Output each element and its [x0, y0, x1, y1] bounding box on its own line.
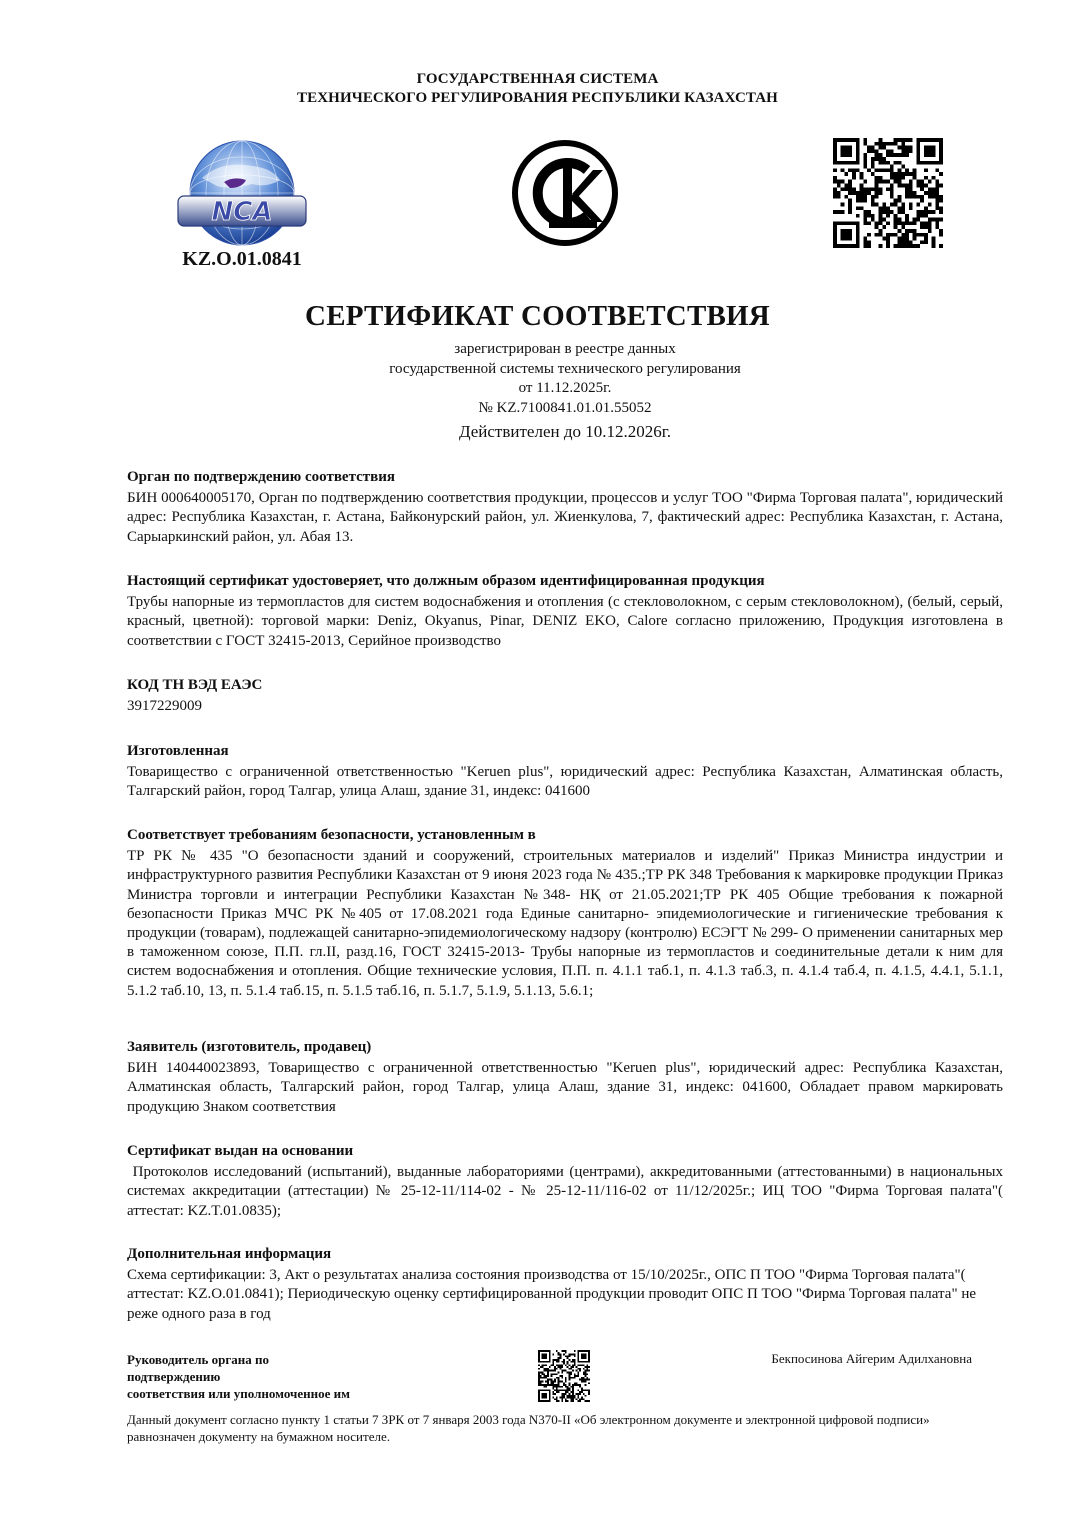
validity-date: Действителен до 10.12.2026г. [458, 422, 672, 441]
signature-label-line-1: Руководитель органа по [127, 1352, 269, 1367]
registration-line-2: государственной системы технического регулирования [389, 360, 741, 377]
section-heading: Соответствует требованиям безопасности, установленным в [127, 827, 536, 843]
gov-line-2: ТЕХНИЧЕСКОГО РЕГУЛИРОВАНИЯ РЕСПУБЛИКИ КАЗАХСТАН [297, 90, 778, 106]
registration-info [0, 340, 1075, 418]
section-heading: Орган по подтверждению соответствия [127, 469, 396, 485]
section-manufacturer [127, 742, 1003, 802]
section-text: Товарищество с ограниченной ответственностью "Keruen plus", юридический адрес: Республика Казахстан, Алматинская область, Талгарский район, город Талгар, улица Алаш, здание 31, индекс: 041600 [127, 764, 1003, 800]
section-product [127, 572, 1003, 651]
signature-label-line-2: подтверждению [127, 1369, 221, 1384]
section-basis [127, 1142, 1007, 1221]
government-system-header [0, 70, 1075, 108]
section-heading: Изготовленная [127, 743, 229, 759]
nca-globe-logo [172, 138, 312, 250]
section-applicant [127, 1038, 1003, 1117]
legal-footer-note: Данный документ согласно пункту 1 статьи 7 ЗРК от 7 января 2003 года N370-II «Об электронном документе и электронной цифровой подписи» равнозначен документу на бумажном носителе. [127, 1412, 930, 1444]
signature-label-line-3: соответствия или уполномоченное им [127, 1386, 350, 1401]
registration-line-1: зарегистрирован в реестре данных [454, 341, 676, 357]
section-text: Трубы напорные из термопластов для систем водоснабжения и отопления (с стекловолокном, с серым стекловолокном), (белый, серый, красный, цветной): торговой марки: Deniz, Okyanus, Pinar, DENIZ EKO, Calore согласно приложению, Продукция изготовлена в соответствии с ГОСТ 32415-2013, Серийное производство [127, 594, 1003, 649]
signature-label [127, 1351, 387, 1402]
section-heading: Заявитель (изготовитель, продавец) [127, 1039, 372, 1055]
gov-line-1: ГОСУДАРСТВЕННАЯ СИСТЕМА [416, 71, 659, 87]
section-requirements [127, 826, 1003, 1001]
certificate-number: № KZ.7100841.01.01.55052 [478, 399, 652, 416]
signatory-name: Бекпосинова Айгерим Адилхановна [771, 1351, 972, 1366]
section-text: Протоколов исследований (испытаний), выданные лабораториями (центрами), аккредитованными (аттестованными) в национальных системах аккредитации (аттестации) № 25-12-11/114-02 - № 25-12-11/116-02 от 11/12/2025г.; ИЦ ТОО "Фирма Торговая палата"( аттестат: KZ.T.01.0835); [127, 1164, 1007, 1219]
section-code [127, 676, 1003, 716]
section-heading: Дополнительная информация [127, 1246, 332, 1262]
section-text: 3917229009 [127, 698, 202, 715]
section-additional [127, 1245, 1003, 1324]
section-heading: КОД ТН ВЭД ЕАЭС [127, 677, 263, 693]
section-heading: Настоящий сертификат удостоверяет, что должным образом идентифицированная продукция [127, 573, 765, 589]
certificate-title: СЕРТИФИКАТ СООТВЕТСТВИЯ [305, 300, 770, 332]
section-organ [127, 468, 1003, 547]
nca-logo-text: NCA [211, 197, 273, 227]
registration-date: от 11.12.2025г. [518, 380, 612, 396]
section-text: ТР РК № 435 "О безопасности зданий и сооружений, строительных материалов и изделий" Приказ Министра индустрии и инфраструктурного развития Республики Казахстан от 9 июня 2023 года № 435.;ТР РК 348 Требования к маркировке продукции Приказ Министра торговли и интеграции Республики Казахстан №348- НҚ от 21.05.2021;ТР РК 405 Общие требования к пожарной безопасности Приказ МЧС РК №405 от 17.08.2021 года Единые санитарно- эпидемиологические и гигиенические требования к продукции (товарам), подлежащей санитарно-эпидемиологическому надзору (контролю) ЕСЭГТ № 299- О применении санитарных мер в таможенном союзе, П.П. гл.II, разд.16, ГОСТ 32415-2013- Трубы напорные из термопластов и соединительные детали к ним для систем водоснабжения и отопления. Общие технические условия, П.П. п. 4.1.1 таб.1, п. 4.1.3 таб.3, п. 4.1.4 таб.4, п. 4.1.5, 4.4.1, 5.1.1, 5.1.2 таб.10, 13, п. 5.1.4 таб.15, п. 5.1.5 таб.16, п. 5.1.7, 5.1.9, 5.1.13, 5.6.1; [127, 848, 1003, 999]
accreditation-code: KZ.O.01.0841 [182, 248, 302, 270]
signature-qr-code[interactable] [538, 1350, 590, 1402]
qr-code[interactable] [833, 138, 943, 248]
section-heading: Сертификат выдан на основании [127, 1143, 354, 1159]
section-text: БИН 140440023893, Товарищество с ограниченной ответственностью "Keruen plus", юридический адрес: Республика Казахстан, Алматинская область, Талгарский район, город Талгар, улица Алаш, здание 31, индекс: 041600, Обладает правом маркировать продукцию Знаком соответствия [127, 1060, 1003, 1115]
section-text: БИН 000640005170, Орган по подтверждению соответствия продукции, процессов и услуг ТОО "Фирма Торговая палата", юридический адрес: Республика Казахстан, г. Астана, Байконурский район, ул. Жиенкулова, 7, фактический адрес: Республика Казахстан, г. Астана, Сарыаркинский район, ул. Абая 13. [127, 490, 1003, 545]
section-text: Схема сертификации: 3, Акт о результатах анализа состояния производства от 15/10/2025г., ОПС П ТОО "Фирма Торговая палата"( аттестат: KZ.O.01.0841); Периодическую оценку сертифицированной продукции проводит ОПС П ТОО "Фирма Торговая палата" не реже одного раза в год [127, 1267, 977, 1322]
kz-conformity-mark-icon [511, 138, 619, 248]
